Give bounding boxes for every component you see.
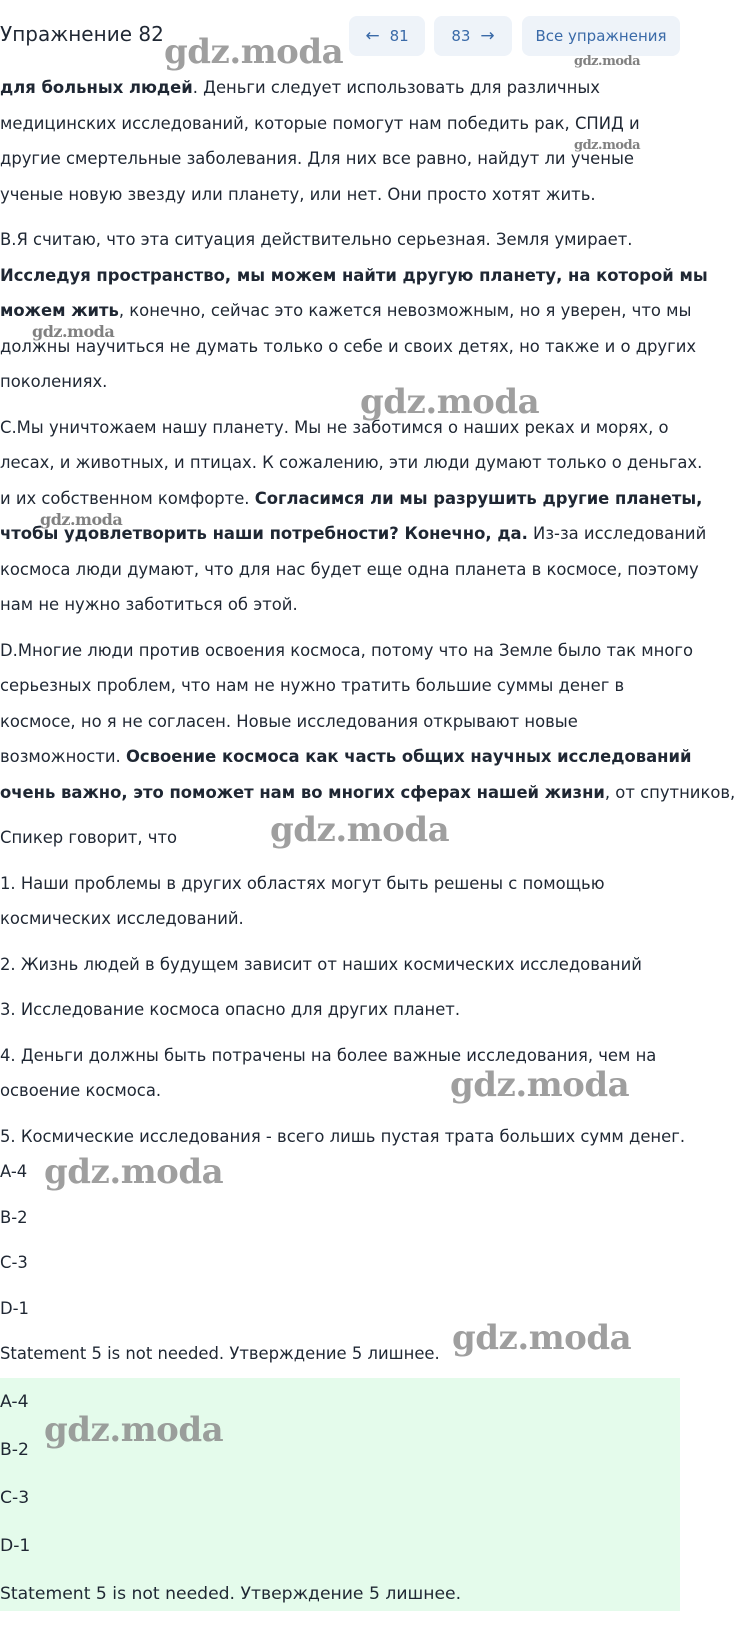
match-b: B-2 xyxy=(0,1207,28,1227)
text-line: можем жить, конечно, сейчас это кажется невозможным, но я уверен, что мы xyxy=(0,301,692,320)
watermark: gdz.moda xyxy=(164,32,344,72)
watermark: gdz.moda xyxy=(574,138,641,153)
speaker-line: Спикер говорит, что xyxy=(0,828,178,847)
answer-note: Statement 5 is not needed. Утверждение 5 лишнее. xyxy=(0,1584,462,1604)
statement-2: 2. Жизнь людей в будущем зависит от наших космических исследований xyxy=(0,954,642,974)
watermark: gdz.moda xyxy=(270,810,450,850)
watermark: gdz.moda xyxy=(574,54,641,69)
answer-a: A-4 xyxy=(0,1392,29,1412)
watermark: gdz.moda xyxy=(40,510,123,529)
watermark: gdz.moda xyxy=(44,1410,224,1450)
text-line: ученые новую звезду или планету, или нет. Они просто хотят жить. xyxy=(0,184,596,204)
text-line: чтобы удовлетворить наши потребности? Конечно, да. Из-за исследований xyxy=(0,524,707,543)
page-title: Упражнение 82 xyxy=(0,22,164,46)
statement-4: 4. Деньги должны быть потрачены на более важные исследования, чем на xyxy=(0,1045,657,1065)
match-a: A-4 xyxy=(0,1162,28,1181)
arrow-left-icon: ← xyxy=(365,25,380,46)
match-note: Statement 5 is not needed. Утверждение 5 лишнее. xyxy=(0,1344,440,1363)
text-line: лесах, и животных, и птицах. К сожалению, эти люди думают только о деньгах. xyxy=(0,453,703,472)
statement-1: 1. Наши проблемы в других областях могут быть решены с помощью xyxy=(0,873,605,893)
statement-5: 5. Космические исследования - всего лишь пустая трата больших сумм денег. xyxy=(0,1126,686,1146)
text-line: нам не нужно заботиться об этой. xyxy=(0,595,298,614)
watermark: gdz.moda xyxy=(452,1318,632,1358)
text-line: В.Я считаю, что эта ситуация действительно серьезная. Земля умирает. xyxy=(0,230,633,249)
text-line: очень важно, это поможет нам во многих сферах нашей жизни, от спутников, xyxy=(0,782,735,802)
text-line: Исследуя пространство, мы можем найти другую планету, на которой мы xyxy=(0,265,708,285)
statement-4-cont: освоение космоса. xyxy=(0,1081,162,1100)
watermark: gdz.moda xyxy=(360,382,540,422)
answer-b: B-2 xyxy=(0,1440,29,1460)
prev-exercise-label: 81 xyxy=(389,27,409,45)
arrow-right-icon: → xyxy=(480,25,495,46)
text-line: другие смертельные заболевания. Для них все равно, найдут ли ученые xyxy=(0,149,635,168)
answer-c: C-3 xyxy=(0,1488,30,1508)
match-c: C-3 xyxy=(0,1253,28,1272)
text-line: D.Многие люди против освоения космоса, потому что на Земле было так много xyxy=(0,640,694,660)
text-line: для больных людей. Деньги следует использовать для различных xyxy=(0,78,600,97)
statement-3: 3. Исследование космоса опасно для других планет. xyxy=(0,1000,461,1019)
text-line: медицинских исследований, которые помогут нам победить рак, СПИД и xyxy=(0,113,640,133)
statement-1-cont: космических исследований. xyxy=(0,909,244,928)
watermark: gdz.moda xyxy=(32,322,115,341)
text-line: космоса люди думают, что для нас будет еще одна планета в космосе, поэтому xyxy=(0,559,699,579)
watermark: gdz.moda xyxy=(450,1065,630,1105)
text-line: серьезных проблем, что нам не нужно тратить большие суммы денег в xyxy=(0,676,625,695)
text-line: и их собственном комфорте. Согласимся ли мы разрушить другие планеты, xyxy=(0,488,703,508)
prev-exercise-button[interactable] xyxy=(349,16,425,56)
all-exercises-button[interactable]: Все упражнения xyxy=(522,16,680,56)
text-line: космосе, но я не согласен. Новые исследования открывают новые xyxy=(0,711,578,731)
watermark: gdz.moda xyxy=(44,1152,224,1192)
text-line: должны научиться не думать только о себе и своих детях, но также и о других xyxy=(0,336,697,356)
text-line: С.Мы уничтожаем нашу планету. Мы не заботимся о наших реках и морях, о xyxy=(0,417,669,437)
next-exercise-button[interactable] xyxy=(434,16,512,56)
text-line: поколениях. xyxy=(0,372,108,391)
answer-d: D-1 xyxy=(0,1536,31,1556)
match-d: D-1 xyxy=(0,1298,29,1318)
next-exercise-label: 83 xyxy=(451,27,471,45)
text-line: возможности. Освоение космоса как часть общих научных исследований xyxy=(0,747,692,766)
